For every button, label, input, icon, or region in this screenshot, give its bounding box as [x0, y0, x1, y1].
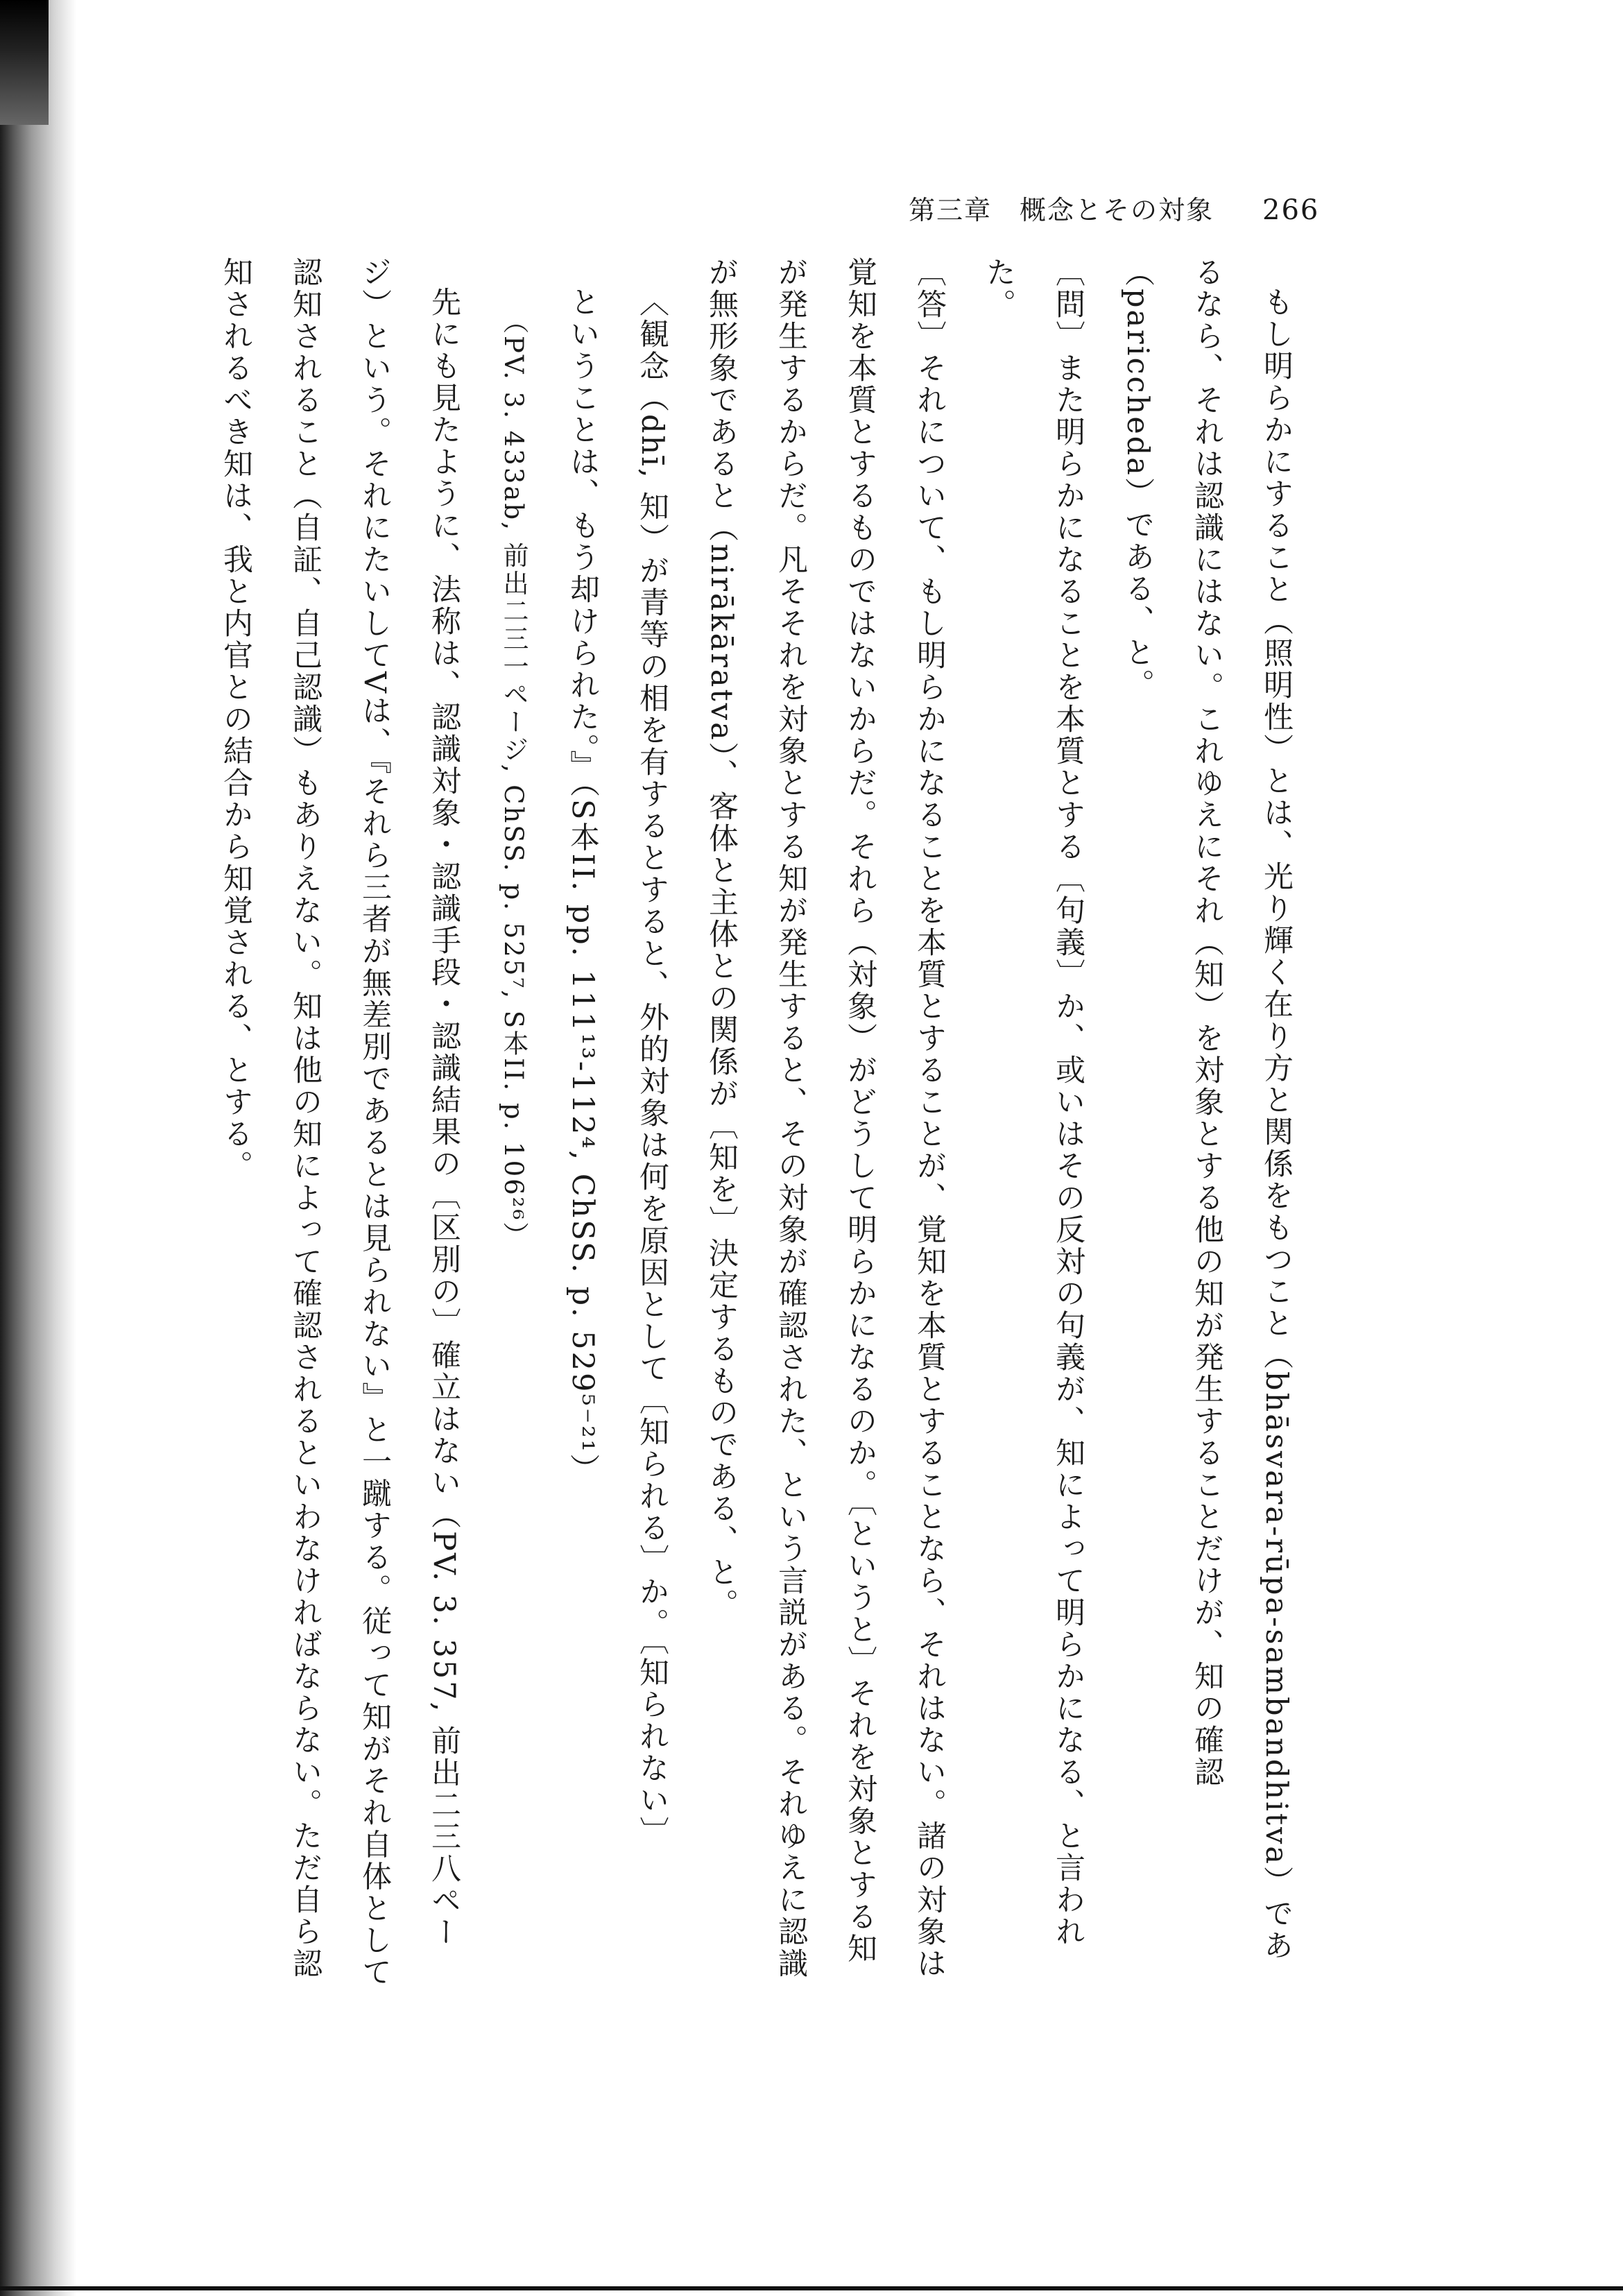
page-number: 266	[1262, 194, 1320, 226]
bottom-scan-rule	[0, 2286, 1623, 2290]
paragraph-4: 先にも見たように、法称は、認識対象・認識手段・認識結果の〔区別の〕確立はない（PV. 3. 357, 前出二三八ページ）という。それにたいしてVは、『それら三者が無差別であるとは見られない』と一蹴する。従って知がそれ自体として認知されること（自証、自己認識）もありえない。知は他の知によって確認されるといわなければならない。ただ自ら認知されるべき知は、我と内官との結合から知覚される、とする。	[218, 257, 461, 1989]
vertical-text-body	[187, 257, 1311, 1991]
paragraph-2: 〔問〕また明らかになることを本質とする〔句義〕か、或いはその反対の句義が、知によって明らかになる、と言われた。	[981, 257, 1085, 1948]
scan-edge-mark	[0, 0, 49, 125]
chapter-title: 第三章 概念とその対象	[909, 195, 1214, 225]
quote-verse: 〈観念（dhī, 知）が青等の相を有するとすると、外的対象は何を原因として〔知られる〕か。〔知られない〕	[635, 286, 669, 1849]
paragraph-3: 〔答〕それについて、もし明らかになることを本質とすることが、覚知を本質とすることなら、それはない。諸の対象は覚知を本質とするものではないからだ。それら（対象）がどうして明らかになるのか。〔というと〕それを対象とする知が発生するからだ。凡そそれを対象とする知が発生すると、その対象が確認された、という言説がある。それゆえに認識が無形象であると（nirākāratva）、客体と主体との関係が〔知を〕決定するものである、と。	[704, 257, 947, 1980]
running-head	[909, 189, 1319, 227]
citation: （PV. 3. 433ab, 前出二三一ページ, ChSS. p. 525⁷, S本II. p. 106²⁶）	[499, 308, 529, 1250]
scan-edge-shadow	[0, 0, 76, 2296]
quote-continuation: ということは、もう却けられた。』（S本II. pp. 111¹³-112⁴, ChSS. p. 529⁵⁻²¹）	[565, 286, 600, 1486]
paragraph-1: もし明らかにすること（照明性）とは、光り輝く在り方と関係をもつこと（bhāsvara-rūpa-sambandhitva）であるなら、それは認識にはない。これゆえにそれ（知）を対象とする他の知が発生することだけが、知の確認（pariccheda）である、と。	[1120, 257, 1294, 1962]
